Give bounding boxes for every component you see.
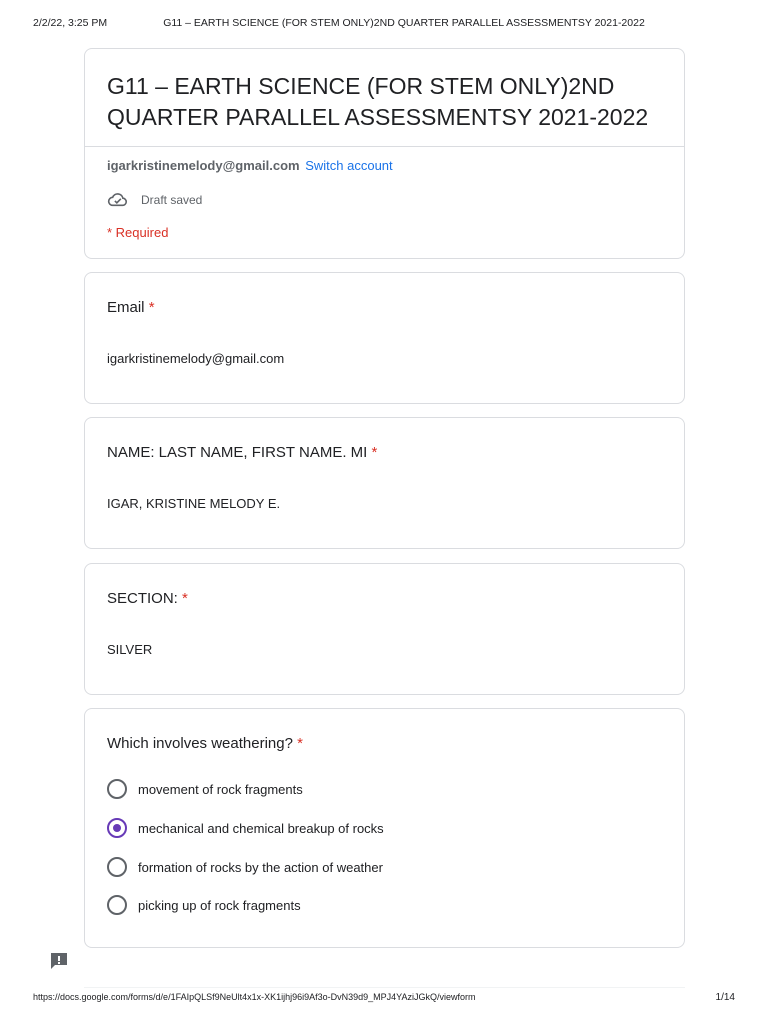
question-label: Email bbox=[107, 299, 145, 316]
question-email bbox=[84, 272, 685, 404]
radio-option[interactable] bbox=[107, 895, 301, 915]
radio-option[interactable] bbox=[107, 857, 383, 877]
draft-status bbox=[107, 192, 202, 208]
question-label: NAME: LAST NAME, FIRST NAME. MI bbox=[107, 444, 368, 461]
required-asterisk: * bbox=[371, 444, 378, 461]
feedback-icon[interactable] bbox=[49, 951, 69, 971]
option-label: formation of rocks by the action of weather bbox=[138, 859, 383, 875]
radio-option[interactable] bbox=[107, 779, 303, 799]
question-title bbox=[107, 735, 303, 752]
print-header bbox=[0, 17, 768, 31]
page-url: https://docs.google.com/forms/d/e/1FAIpQLSf9NeUlt4x1x-XK1ijhj96i9Af3o-DvN39d9_MPJ4YAziJGkQ/viewform bbox=[33, 992, 476, 1002]
account-line bbox=[107, 158, 393, 173]
section-answer[interactable]: SILVER bbox=[107, 642, 153, 657]
cloud-done-icon bbox=[107, 192, 129, 208]
radio-button[interactable] bbox=[107, 779, 127, 799]
divider bbox=[85, 146, 684, 147]
name-answer[interactable]: IGAR, KRISTINE MELODY E. bbox=[107, 496, 281, 511]
print-title: G11 – EARTH SCIENCE (FOR STEM ONLY)2ND QUARTER PARALLEL ASSESSMENTSY 2021-2022 bbox=[163, 17, 645, 29]
question-weathering bbox=[84, 708, 685, 948]
required-note: * Required bbox=[107, 225, 169, 240]
print-datetime: 2/2/22, 3:25 PM bbox=[33, 17, 108, 29]
radio-button[interactable] bbox=[107, 857, 127, 877]
form-header-card bbox=[84, 48, 685, 259]
required-asterisk: * bbox=[182, 590, 188, 607]
question-section bbox=[84, 563, 685, 695]
question-name bbox=[84, 417, 685, 549]
option-label: mechanical and chemical breakup of rocks bbox=[138, 820, 384, 836]
switch-account-link[interactable]: Switch account bbox=[305, 158, 393, 173]
radio-option[interactable] bbox=[107, 818, 384, 838]
question-label: Which involves weathering? bbox=[107, 735, 293, 752]
account-email: igarkristinemelody@gmail.com bbox=[107, 158, 300, 173]
question-title bbox=[107, 444, 377, 461]
question-label: SECTION: bbox=[107, 590, 178, 607]
question-title bbox=[107, 299, 155, 316]
draft-status-text: Draft saved bbox=[141, 193, 203, 207]
option-label: picking up of rock fragments bbox=[138, 897, 301, 913]
option-label: movement of rock fragments bbox=[138, 781, 303, 797]
required-asterisk: * bbox=[148, 299, 155, 316]
form-title: G11 – EARTH SCIENCE (FOR STEM ONLY)2ND QUARTER PARALLEL ASSESSMENTSY 2021-2022 bbox=[107, 73, 649, 130]
question-title bbox=[107, 590, 188, 607]
radio-button[interactable] bbox=[107, 895, 127, 915]
page-number: 1/14 bbox=[715, 992, 735, 1003]
email-answer[interactable]: igarkristinemelody@gmail.com bbox=[107, 351, 285, 366]
radio-button-selected[interactable] bbox=[107, 818, 127, 838]
required-asterisk: * bbox=[297, 735, 303, 752]
divider bbox=[84, 987, 685, 988]
